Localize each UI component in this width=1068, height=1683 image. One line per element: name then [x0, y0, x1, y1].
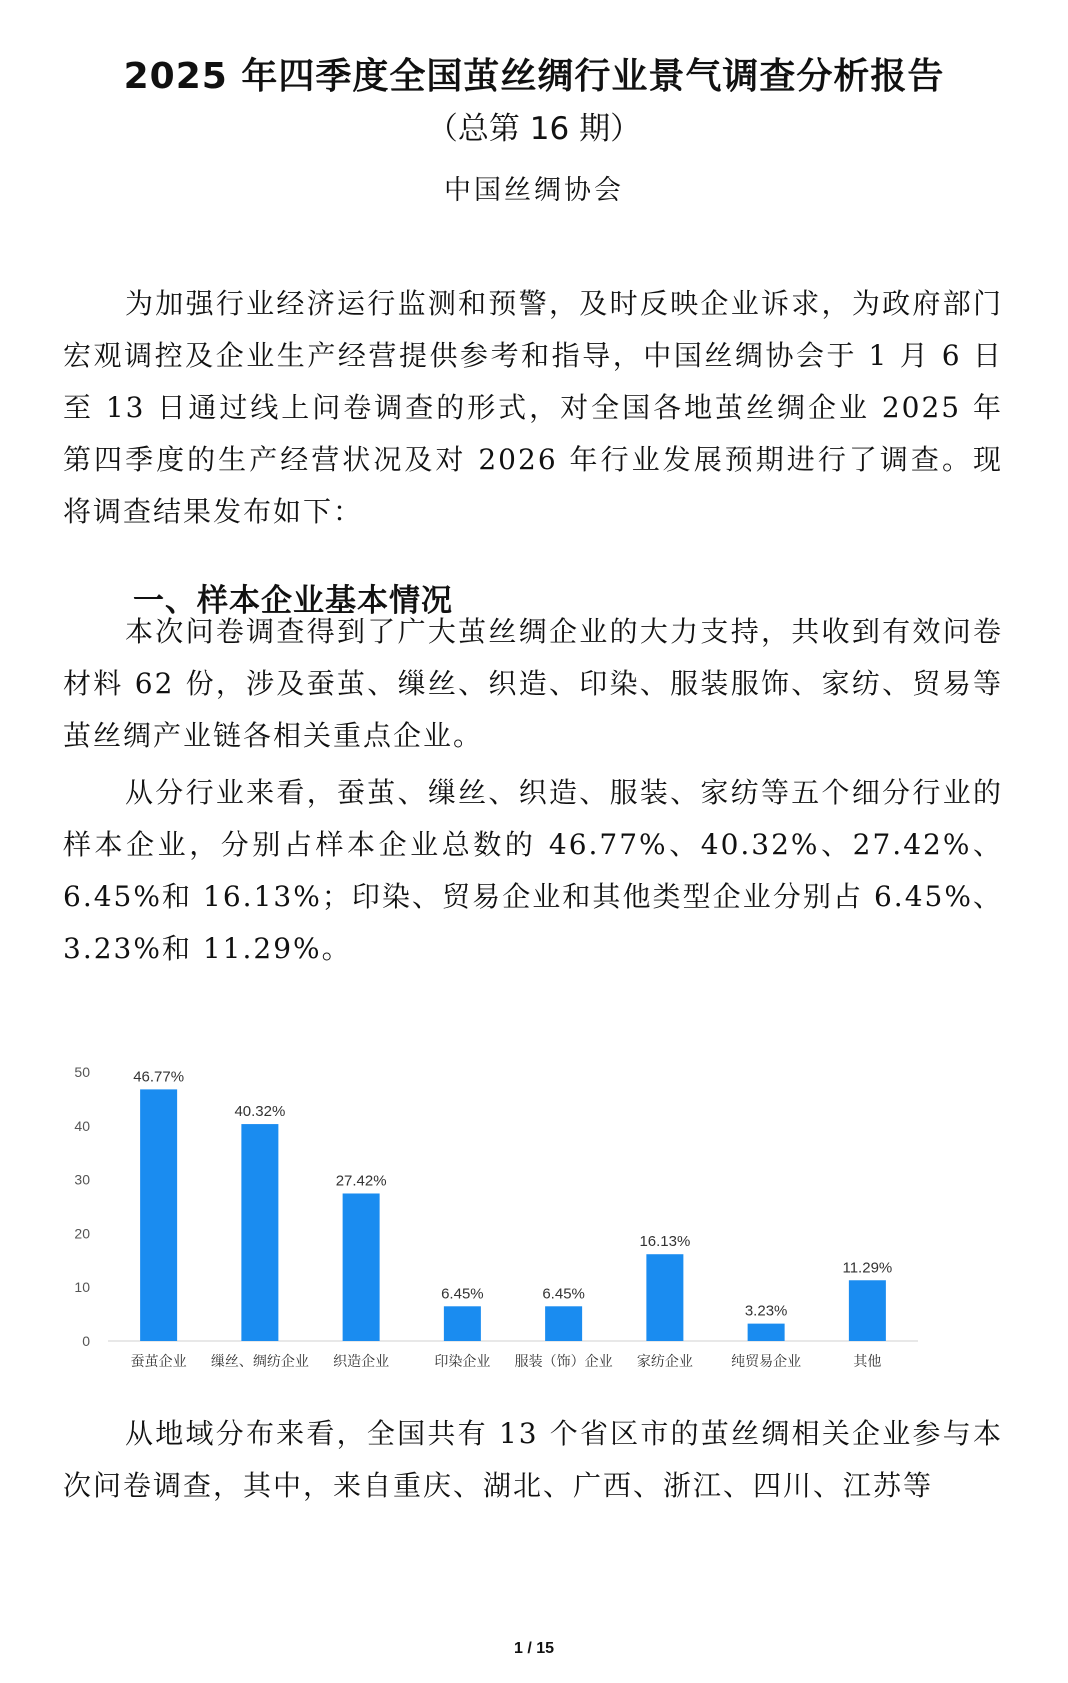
y-tick-label: 30: [74, 1171, 90, 1188]
bar: [748, 1324, 785, 1341]
x-tick-label: 蚕茧企业: [130, 1353, 187, 1369]
data-label: 16.13%: [639, 1233, 691, 1251]
x-tick-label: 缫丝、绸纺企业: [210, 1353, 309, 1369]
x-tick-label: 织造企业: [333, 1353, 390, 1369]
intro-paragraph: 为加强行业经济运行监测和预警，及时反映企业诉求，为政府部门宏观调控及企业生产经营提供参考和指导，中国丝绸协会于 1 月 6 日至 13 日通过线上问卷调查的形式，对全国各地茧丝绸企业 2025 年第四季度的生产经营状况及对 2026 年行业发展预期进行了调查。现将调查结果发布如下：: [63, 287, 1003, 528]
industry-paragraph: 从分行业来看，蚕茧、缫丝、织造、服装、家纺等五个细分行业的样本企业，分别占样本企业总数的 46.77%、40.32%、27.42%、6.45%和 16.13%；印染、贸易企业和其他类型企业分别占 6.45%、3.23%和 11.29%。: [63, 776, 1003, 965]
sample-paragraph: 本次问卷调查得到了广大茧丝绸企业的大力支持，共收到有效问卷材料 62 份，涉及蚕茧、缫丝、织造、印染、服装服饰、家纺、贸易等茧丝绸产业链各相关重点企业。: [63, 615, 1003, 752]
x-tick-label: 家纺企业: [636, 1353, 693, 1369]
data-label: 11.29%: [842, 1259, 893, 1277]
region-paragraph: 从地域分布来看，全国共有 13 个省区市的茧丝绸相关企业参与本次问卷调查，其中，来自重庆、湖北、广西、浙江、四川、江苏等: [63, 1417, 1003, 1502]
data-label: 6.45%: [542, 1285, 585, 1303]
data-label: 40.32%: [234, 1103, 286, 1121]
x-tick-label: 纯贸易企业: [731, 1353, 802, 1369]
y-tick-label: 10: [74, 1279, 90, 1296]
y-tick-label: 20: [74, 1225, 90, 1242]
bar: [444, 1306, 481, 1341]
x-tick-label: 印染企业: [434, 1353, 491, 1369]
bar: [343, 1193, 380, 1341]
bar: [140, 1089, 177, 1341]
report-title: 2025 年四季度全国茧丝绸行业景气调查分析报告: [123, 56, 945, 97]
bar: [241, 1124, 278, 1341]
x-tick-label: 服装（饰）企业: [514, 1353, 613, 1369]
y-tick-label: 50: [74, 1064, 90, 1080]
data-label: 6.45%: [441, 1285, 484, 1303]
y-tick-label: 40: [74, 1117, 90, 1134]
bar: [545, 1306, 582, 1341]
bar: [849, 1280, 886, 1341]
page-number: 1 / 15: [513, 1640, 555, 1657]
y-tick-label: 0: [82, 1333, 90, 1349]
report-subtitle: （总第 16 期）: [426, 111, 642, 147]
organization-name: 中国丝绸协会: [444, 175, 624, 206]
data-label: 46.77%: [133, 1068, 185, 1086]
bar: [646, 1254, 683, 1341]
x-tick-label: 其他: [853, 1353, 882, 1369]
data-label: 27.42%: [335, 1172, 387, 1190]
data-label: 3.23%: [744, 1302, 788, 1320]
section-heading: 一、样本企业基本情况: [133, 583, 453, 619]
